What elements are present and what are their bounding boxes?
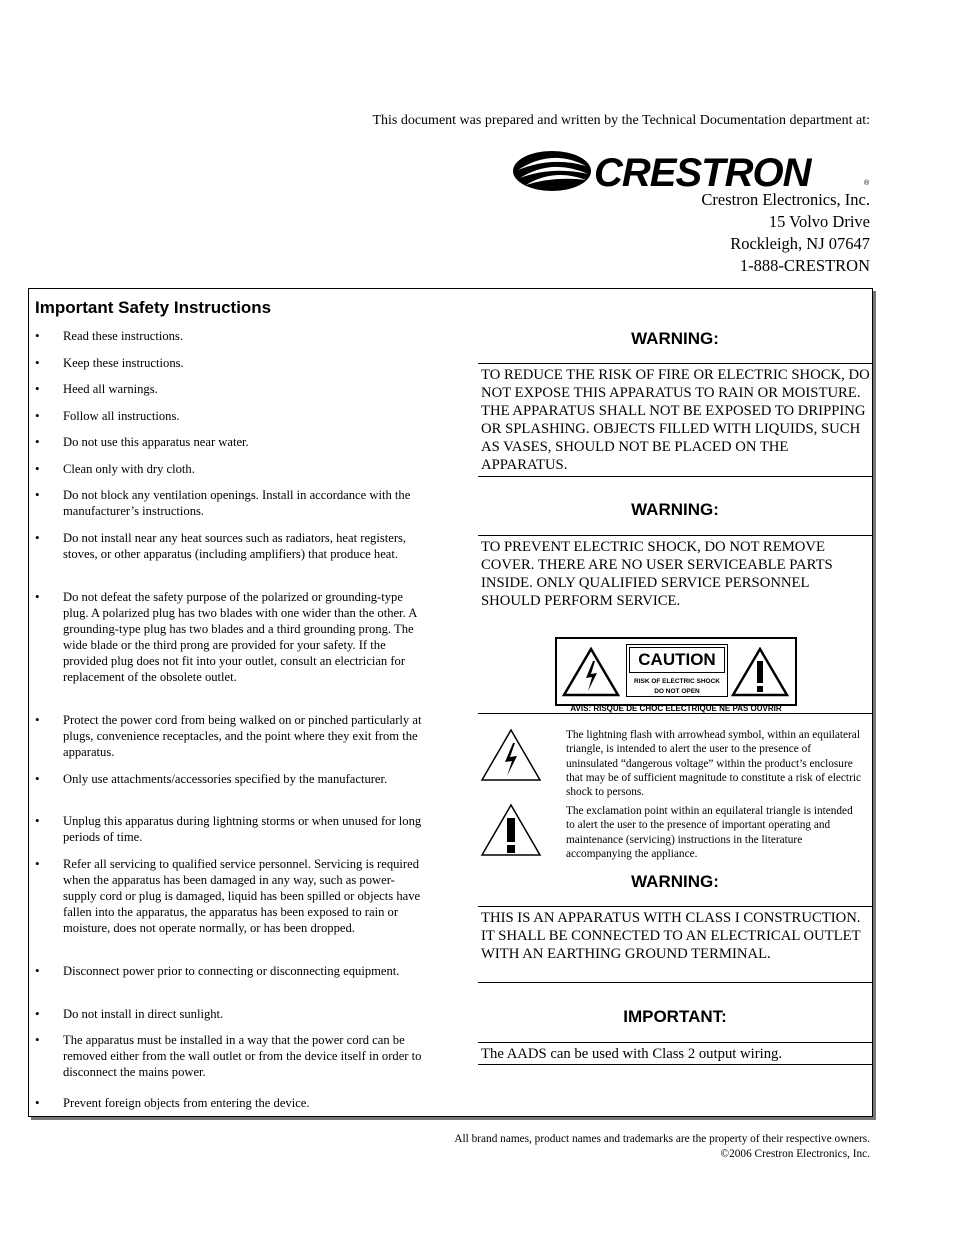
list-item: • Prevent foreign objects from entering the device. xyxy=(35,1095,310,1110)
divider xyxy=(478,1064,872,1065)
caution-small-text xyxy=(627,677,727,697)
caution-label xyxy=(555,637,797,706)
address-line: Crestron Electronics, Inc. xyxy=(701,190,870,209)
divider xyxy=(478,713,872,714)
caution-avis-text: AVIS: RISQUE DE CHOC ELECTRIQUE NE PAS OUVRIR xyxy=(570,704,782,713)
address-line: Rockleigh, NJ 07647 xyxy=(730,234,870,253)
lightning-triangle-icon xyxy=(480,728,542,782)
lightning-symbol-text: The lightning flash with arrowhead symbol, within an equilateral triangle, is intended to alert the user to the presence of uninsulated “dangerous voltage” within the product’s enclosure that may be of sufficient magnitude to constitute a risk of electric shock to persons. xyxy=(566,729,861,799)
warning-text: THIS IS AN APPARATUS WITH CLASS I CONSTRUCTION. IT SHALL BE CONNECTED TO AN ELECTRICAL OUTLET WITH AN EARTHING GROUND TERMINAL. xyxy=(481,910,861,962)
crestron-logo xyxy=(512,148,872,194)
list-item: • Only use attachments/accessories specified by the manufacturer. xyxy=(35,771,388,786)
prepared-by-text: This document was prepared and written by the Technical Documentation department at: xyxy=(372,113,870,128)
divider xyxy=(478,476,872,477)
divider xyxy=(478,1042,872,1043)
warning-heading: WARNING: xyxy=(631,329,719,348)
exclamation-symbol-text: The exclamation point within an equilateral triangle is intended to alert the user to the presence of important operating and maintenance (servicing) instructions in the literature accompanying the appliance. xyxy=(566,805,853,860)
list-item: • Keep these instructions. xyxy=(35,355,184,370)
exclamation-triangle-icon xyxy=(480,803,542,857)
list-item: • Disconnect power prior to connecting or disconnecting equipment. xyxy=(35,963,400,978)
address-line: 15 Volvo Drive xyxy=(768,212,870,231)
list-item: • Protect the power cord from being walked on or pinched particularly at plugs, convenience receptacles, and the point where they exit from the apparatus. xyxy=(35,712,422,759)
list-item: • Do not block any ventilation openings. Install in accordance with the manufacturer’s instructions. xyxy=(35,487,411,518)
list-item: • Do not defeat the safety purpose of the polarized or grounding-type plug. A polarized plug has two blades with one wider than the other. A grounding-type plug has two blades and a third grounding prong. The wide blade or the third prong are provided for your safety. If the provided plug does not fit into your outlet, consult an electrician for replacement of the obsolete outlet. xyxy=(35,589,417,684)
list-item: • Refer all servicing to qualified service personnel. Servicing is required when the apparatus has been damaged in any way, such as power-supply cord or plug is damaged, liquid has been spilled or objects have fallen into the apparatus, the apparatus has been exposed to rain or moisture, does not operate normally, or has been dropped. xyxy=(35,856,421,935)
list-item: • Read these instructions. xyxy=(35,328,183,343)
caution-small-line: RISK OF ELECTRIC SHOCK xyxy=(634,678,720,685)
lightning-triangle-icon xyxy=(562,647,620,697)
svg-text:®: ® xyxy=(864,180,870,187)
logo-wordmark: CRESTRON xyxy=(594,151,811,194)
exclamation-triangle-icon xyxy=(731,647,789,697)
warning-heading: WARNING: xyxy=(631,872,719,891)
list-item: • Do not install in direct sunlight. xyxy=(35,1006,224,1021)
copyright-notice: ©2006 Crestron Electronics, Inc. xyxy=(720,1148,870,1160)
list-item: • The apparatus must be installed in a way that the power cord can be removed either from the wall outlet or from the device itself in order to disconnect the mains power. xyxy=(35,1032,422,1079)
divider xyxy=(478,906,872,907)
important-heading: IMPORTANT: xyxy=(623,1007,727,1026)
caution-word: CAUTION xyxy=(629,647,725,673)
warning-heading: WARNING: xyxy=(631,500,719,519)
list-item: • Unplug this apparatus during lightning storms or when unused for long periods of time. xyxy=(35,813,422,844)
trademark-notice: All brand names, product names and trademarks are the property of their respective owners. xyxy=(454,1133,870,1145)
divider xyxy=(478,535,872,536)
warning-text: TO REDUCE THE RISK OF FIRE OR ELECTRIC SHOCK, DO NOT EXPOSE THIS APPARATUS TO RAIN OR MOISTURE. THE APPARATUS SHALL NOT BE EXPOSED TO DRIPPING OR SPLASHING. OBJECTS FILLED WITH LIQUIDS, SUCH AS VASES, SHOULD NOT BE PLACED ON THE APPARATUS. xyxy=(481,367,870,473)
divider xyxy=(478,363,872,364)
list-item: • Clean only with dry cloth. xyxy=(35,461,195,476)
list-item: • Do not use this apparatus near water. xyxy=(35,434,249,449)
warning-text: TO PREVENT ELECTRIC SHOCK, DO NOT REMOVE COVER. THERE ARE NO USER SERVICEABLE PARTS INSIDE. ONLY QUALIFIED SERVICE PERSONNEL SHOULD PERFORM SERVICE. xyxy=(481,539,833,609)
list-item: • Heed all warnings. xyxy=(35,381,158,396)
safety-title: Important Safety Instructions xyxy=(35,298,272,317)
list-item: • Follow all instructions. xyxy=(35,408,180,423)
important-text: The AADS can be used with Class 2 output wiring. xyxy=(481,1046,783,1062)
list-item: • Do not install near any heat sources such as radiators, heat registers, stoves, or other apparatus (including amplifiers) that produce heat. xyxy=(35,530,407,561)
caution-small-line: DO NOT OPEN xyxy=(654,688,700,695)
address-line: 1-888-CRESTRON xyxy=(739,256,870,275)
divider xyxy=(478,982,872,983)
caution-center-panel xyxy=(626,644,728,697)
